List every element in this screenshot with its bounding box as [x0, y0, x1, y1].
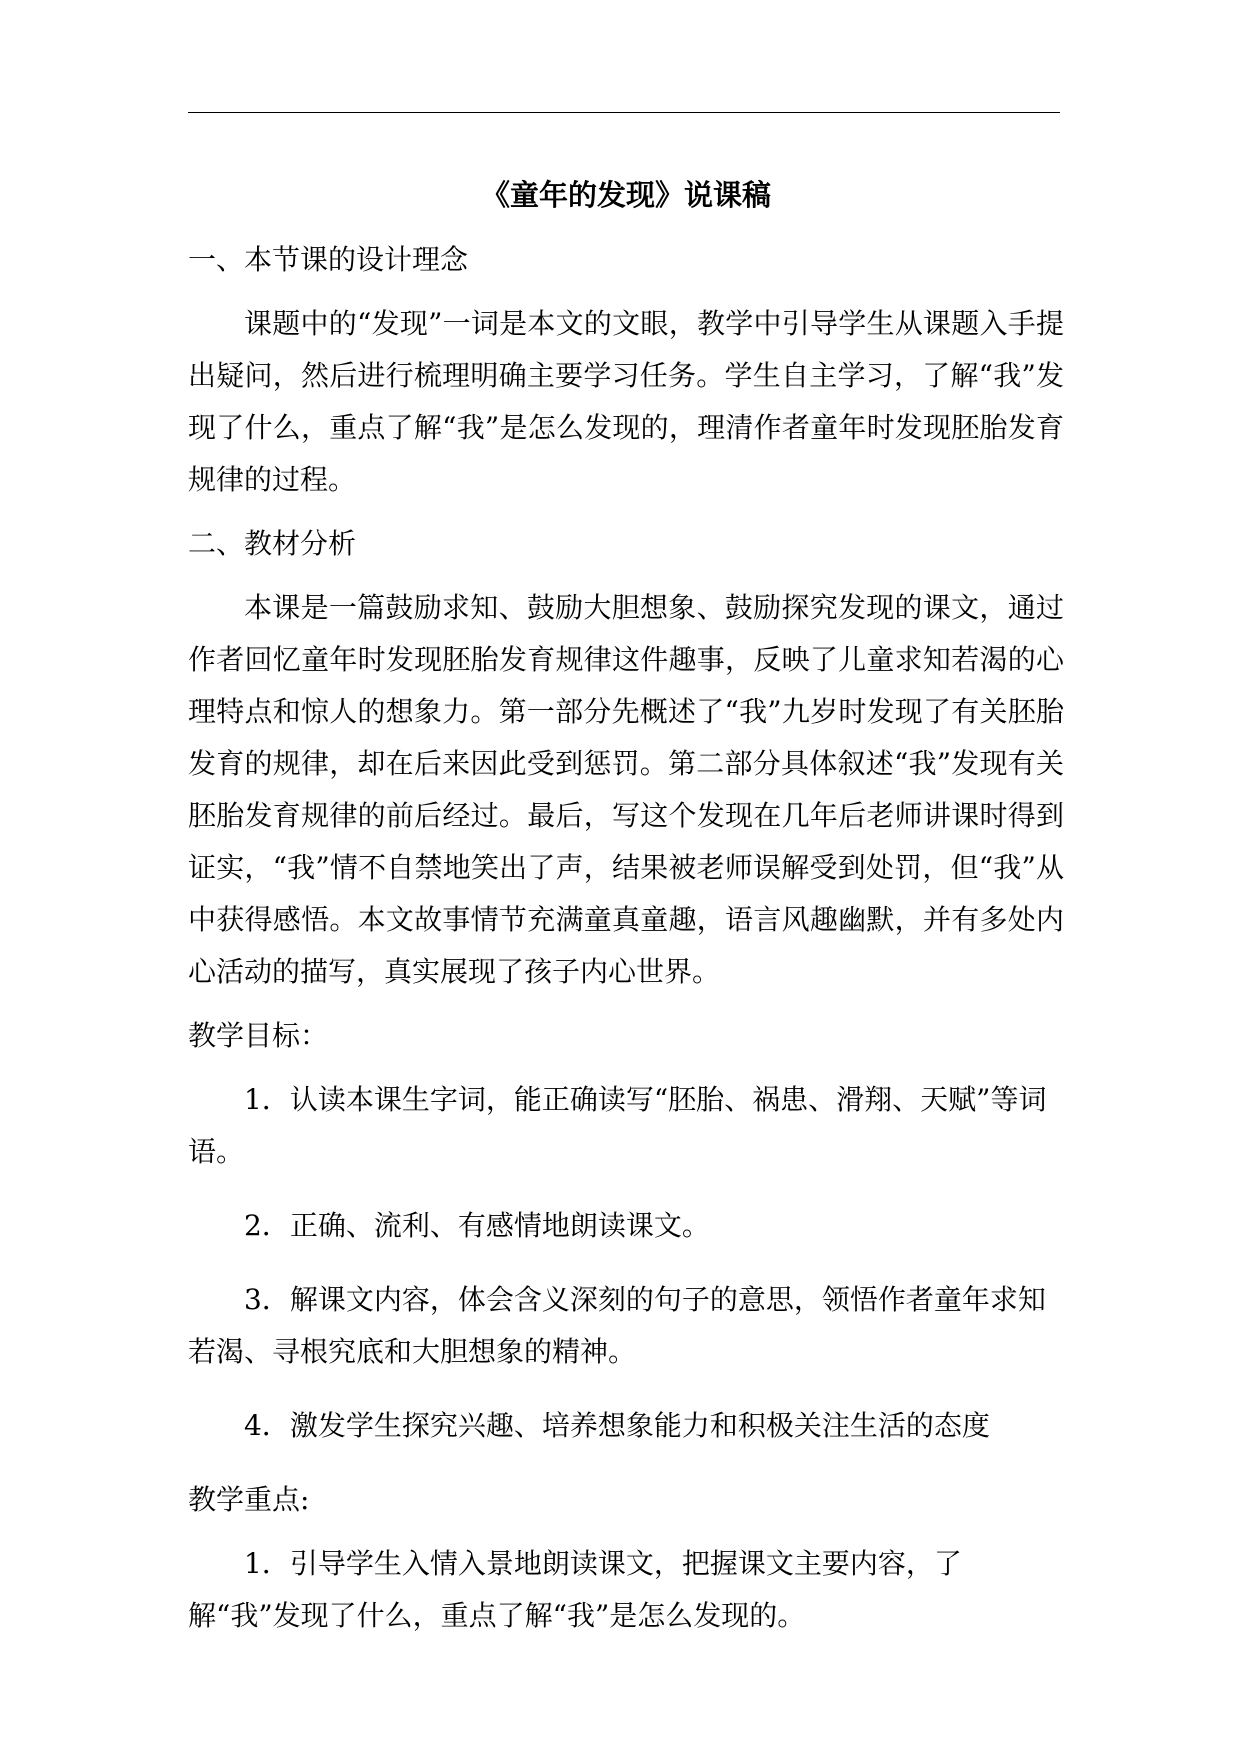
- section-heading-design-concept: 一、本节课的设计理念: [188, 243, 469, 276]
- document-body: [188, 170, 1064, 1664]
- document-title: 《童年的发现》说课稿: [480, 178, 771, 212]
- section-heading-material-analysis: 二、教材分析: [188, 527, 357, 560]
- section-heading-teaching-goals: 教学目标：: [188, 1019, 329, 1052]
- teaching-focus-item: 1．引导学生入情入景地朗读课文，把握课文主要内容，了解“我”发现了什么，重点了解“我”是怎么发现的。: [188, 1547, 962, 1632]
- teaching-goal-item: 2．正确、流利、有感情地朗读课文。: [244, 1209, 710, 1242]
- paragraph-design-concept: 课题中的“发现”一词是本文的文眼，教学中引导学生从课题入手提出疑问，然后进行梳理明确主要学习任务。学生自主学习，了解“我”发现了什么，重点了解“我”是怎么发现的，理清作者童年时发现胚胎发育规律的过程。: [188, 307, 1064, 496]
- section-heading-teaching-focus: 教学重点:: [188, 1483, 310, 1516]
- teaching-goal-item: 1．认读本课生字词，能正确读写“胚胎、祸患、滑翔、天赋”等词语。: [188, 1083, 1047, 1168]
- paragraph-material-analysis: 本课是一篇鼓励求知、鼓励大胆想象、鼓励探究发现的课文，通过作者回忆童年时发现胚胎发育规律这件趣事，反映了儿童求知若渴的心理特点和惊人的想象力。第一部分先概述了“我”九岁时发现了有关胚胎发育的规律，却在后来因此受到惩罚。第二部分具体叙述“我”发现有关胚胎发育规律的前后经过。最后，写这个发现在几年后老师讲课时得到证实，“我”情不自禁地笑出了声，结果被老师误解受到处罚，但“我”从中获得感悟。本文故事情节充满童真童趣，语言风趣幽默，并有多处内心活动的描写，真实展现了孩子内心世界。: [188, 591, 1064, 988]
- header-rule: [188, 112, 1060, 113]
- teaching-goal-item: 4．激发学生探究兴趣、培养想象能力和积极关注生活的态度: [244, 1409, 990, 1442]
- teaching-goal-item: 3．解课文内容，体会含义深刻的句子的意思，领悟作者童年求知若渴、寻根究底和大胆想象的精神。: [188, 1283, 1046, 1368]
